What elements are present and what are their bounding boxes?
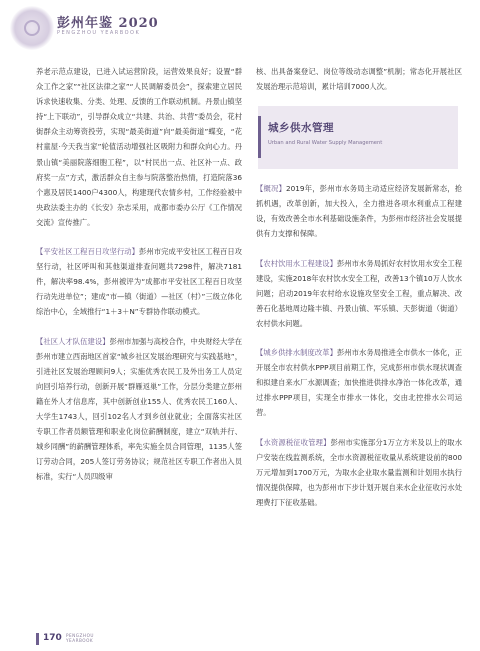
paragraph-water-tax: [256, 435, 462, 510]
paragraph-tag: 【农村饮用水工程建设】: [256, 258, 337, 268]
paragraph-continued: 养老示范点建设，已进入试运营阶段，运营效果良好；设置“群众工作之家”“社区法律之家”“人民调解委员会”，探索建立居民诉求快速收集、分类、处理、反馈的工作联动机制。丹景山镇坚持“上下联动”，引导群众成立“共建、共治、共营”委员会，花村街群众主动筹资投劳，实现“最美街道”向“最美街道”蝶变，“花村童屋·今天我当家”轮值活动增强社区吸附力和群众向心力。丹景山镇“美丽院落细胞工程”，以“村民出一点、社区补一点、政府奖一点”方式，激活群众自主参与院落整治热情，打造院落36个惠及居民1400户4300人，构建现代农情乡村，工作经验被中央政法委主办的《长安》杂志采用，成都市委办公厅《工作情况交流》宣传推广。: [36, 67, 242, 227]
paragraph-talent-team: [36, 334, 242, 485]
section-heading: [258, 106, 458, 169]
paragraph-safe-community: [36, 244, 242, 319]
footer-label: PENGZHOU YEARBOOK: [66, 633, 94, 644]
yearbook-logo-icon: [10, 6, 54, 50]
right-column: [256, 64, 462, 510]
section-title: 城乡供水管理: [268, 122, 334, 135]
paragraph-body: 彭州市加强与高校合作，中央财经大学在彭州市建立西南地区首家“城乡社区发展治理研究与实践基地”，引进社区发展治理顾问9人；实施优秀农民工及外出务工人员定向回引培养行动，创新开展“群雁返巢”工作，分层分类建立彭州籍在外人才信息库，其中创新创业155人、优秀农民工160人、大学生1743人，回引102名人才到乡创业就业；全面落实社区专职工作者员额管理和职业化岗位薪酬制度，建立“双轨并行、城乡同酬”的薪酬管理体系，率先实施全员合同管理，1135人签订劳动合同，205人签订劳务协议；规范社区专职工作者出入员标准，实行“人员四级审: [36, 336, 242, 482]
paragraph-tag: 【水资源税征收管理】: [256, 437, 331, 447]
paragraph-tag: 【城乡供排水制度改革】: [256, 348, 337, 358]
paragraph-body: 彭州市水务局抓好农村饮用水安全工程建设，实施2018年农村饮水安全工程，改善13个镇10万人饮水问题；启动2019年农村给水设施攻坚安全工程，重点解决、改善石化基地周边隆丰镇、丹景山镇、军乐镇、天彭街道（街道）农村供水问题。: [256, 258, 462, 328]
section-accent-bar: [258, 116, 261, 158]
left-column: [36, 64, 242, 484]
paragraph-tag: 【平安社区工程百日攻坚行动】: [36, 247, 140, 257]
paragraph-body: 彭州市水务局推进全市供水一体化，正开展全市农村供水PPP项目前期工作，完成彭州市供水现状调查和拟建自来水厂水源调查；加快推进供排水净治一体化改革，通过排水PPP项目，实现全市排水一体化，交由北控排水公司运营。: [256, 348, 462, 418]
header-subtitle: PENGZHOU YEARBOOK: [57, 30, 141, 36]
page-header: [0, 0, 480, 62]
footer-accent-bar: [36, 633, 39, 645]
paragraph-body: 彭州市完成平安社区工程百日攻坚行动，社区呼叫和其他渠道排查问题共7298件，解决7181件，解决率98.4%，彭州被评为“成都市平安社区工程百日攻坚行动先进单位”；建成“市—镇（街道）—社区（村）”三级立体化综治中心，全域推行“1＋3＋N”专群协作联动模式。: [36, 247, 242, 317]
section-subtitle: Urban and Rural Water Supply Management: [268, 140, 383, 147]
paragraph-supply-drainage-reform: [256, 345, 462, 420]
paragraph-rural-water: [256, 256, 462, 331]
paragraph-overview: [256, 181, 462, 241]
paragraph-body: 2019年，彭州市水务局主动适应经济发展新常态，抢抓机遇，改革创新，加大投入，全力推进各项水利重点工程建设，有效改善全市水利基础设施条件，为彭州市经济社会发展提供有力支撑和保障。: [256, 184, 463, 239]
page-number: 170: [43, 633, 62, 643]
paragraph-tag: 【社区人才队伍建设】: [36, 336, 110, 346]
paragraph-continued: 核、出具备案登记、岗位等级动态调整”机制；常态化开展社区发展治理示范培训，累计培训7000人次。: [256, 67, 462, 92]
paragraph-tag: 【概况】: [256, 184, 286, 194]
header-title: 彭州年鉴 2020: [57, 16, 159, 31]
paragraph-body: 彭州市实施部分1万立方米及以上的取水户安装在线监测系统，全市水资源税征收量从系统建设前的800万元增加到1700万元，为取水企业取水量监测和计划用水执行情况提供保障，也为彭州市下步计划开展自来水企业征收污水处理费打下征收基础。: [256, 437, 462, 507]
